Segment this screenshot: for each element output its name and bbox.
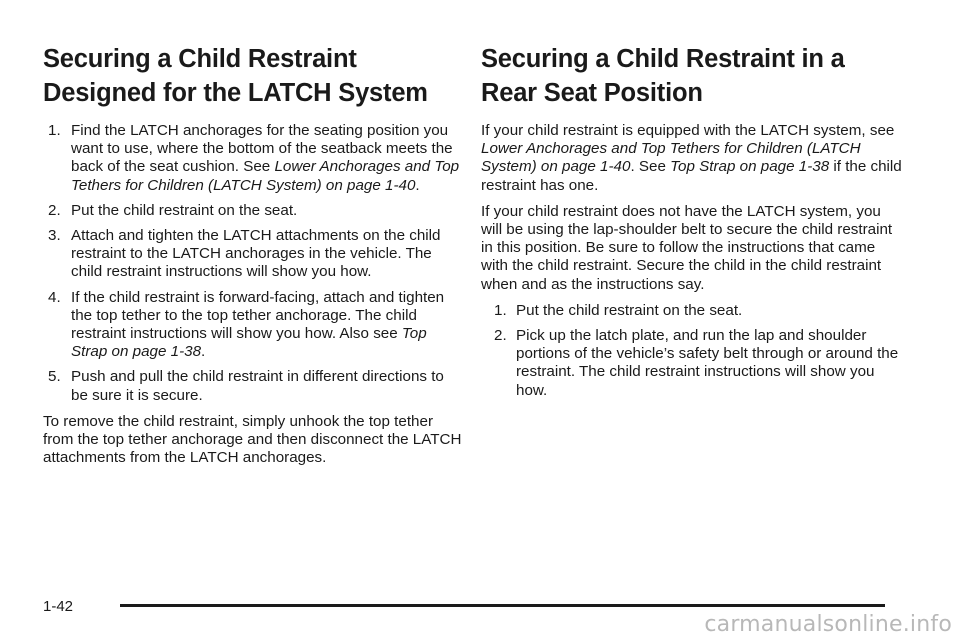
step-text: Put the child restraint on the seat. bbox=[516, 301, 743, 319]
step-number: 2. bbox=[48, 201, 61, 219]
no-latch-paragraph: If your child restraint does not have the LATCH system, you will be using the lap-shoulder belt to secure the child restraint in this position. Be sure to follow the instructions that came with the child restraint. Secure the child in the child restraint when and as the instructions say. bbox=[481, 202, 893, 293]
removal-paragraph: To remove the child restraint, simply unhook the top tether from the top tether anchorage and then disconnect the LATCH attachments from the LATCH anchorages. bbox=[43, 412, 462, 467]
latch-steps-list bbox=[43, 122, 463, 405]
step-text-end: . bbox=[201, 343, 206, 361]
list-item bbox=[43, 368, 463, 404]
list-item bbox=[43, 227, 463, 282]
paragraph-text: If your child restraint is equipped with the LATCH system, see bbox=[481, 122, 895, 139]
section-heading-latch: Securing a Child Restraint Designed for the LATCH System bbox=[43, 45, 428, 107]
step-text-end: . bbox=[415, 176, 420, 194]
cross-reference-link[interactable]: Lower Anchorages and Top Tethers for Children (LATCH System) on page 1-40 bbox=[481, 140, 861, 176]
cross-reference-link[interactable]: Top Strap on page 1-38 bbox=[71, 325, 427, 361]
step-number: 1. bbox=[48, 122, 61, 139]
right-column bbox=[481, 42, 906, 408]
step-text: Find the LATCH anchorages for the seating position you want to use, where the bottom of the seatback meets the back of the seat cushion. See bbox=[71, 122, 453, 176]
list-item bbox=[43, 289, 463, 362]
latch-equipped-paragraph bbox=[481, 122, 906, 195]
section-heading-rear-seat: Securing a Child Restraint in a Rear Seat Position bbox=[481, 45, 845, 107]
list-item bbox=[489, 327, 906, 400]
left-column bbox=[43, 42, 463, 475]
step-number: 1. bbox=[494, 301, 507, 319]
rear-seat-steps-list bbox=[489, 302, 906, 400]
list-item bbox=[43, 122, 463, 195]
cross-reference-link[interactable]: Lower Anchorages and Top Tethers for Children (LATCH System) on page 1-40 bbox=[71, 158, 460, 194]
step-text: Push and pull the child restraint in different directions to be sure it is secure. bbox=[71, 368, 444, 404]
paragraph-text: . See bbox=[630, 158, 671, 176]
step-number: 3. bbox=[48, 227, 61, 245]
step-number: 2. bbox=[494, 327, 507, 345]
step-text: Pick up the latch plate, and run the lap and shoulder portions of the vehicle’s safety belt through or around the restraint. The child restraint instructions will show you how. bbox=[516, 327, 899, 399]
step-number: 5. bbox=[48, 368, 61, 386]
paragraph-text: if the child restraint has one. bbox=[481, 158, 902, 194]
page-number: 1-42 bbox=[43, 598, 74, 615]
step-text: Attach and tighten the LATCH attachments on the child restraint to the LATCH anchorages in the vehicle. The child restraint instructions will show you how. bbox=[71, 227, 441, 281]
step-text: If the child restraint is forward-facing, attach and tighten the top tether to the top tether anchorage. The child restraint instructions will show you how. Also see bbox=[71, 288, 445, 343]
step-text: Put the child restraint on the seat. bbox=[71, 201, 298, 219]
watermark: carmanualsonline.info bbox=[704, 612, 952, 637]
footer-divider bbox=[120, 604, 885, 607]
step-number: 4. bbox=[48, 288, 61, 306]
cross-reference-link[interactable]: Top Strap on page 1-38 bbox=[670, 158, 830, 176]
list-item bbox=[489, 302, 906, 320]
list-item bbox=[43, 202, 463, 220]
